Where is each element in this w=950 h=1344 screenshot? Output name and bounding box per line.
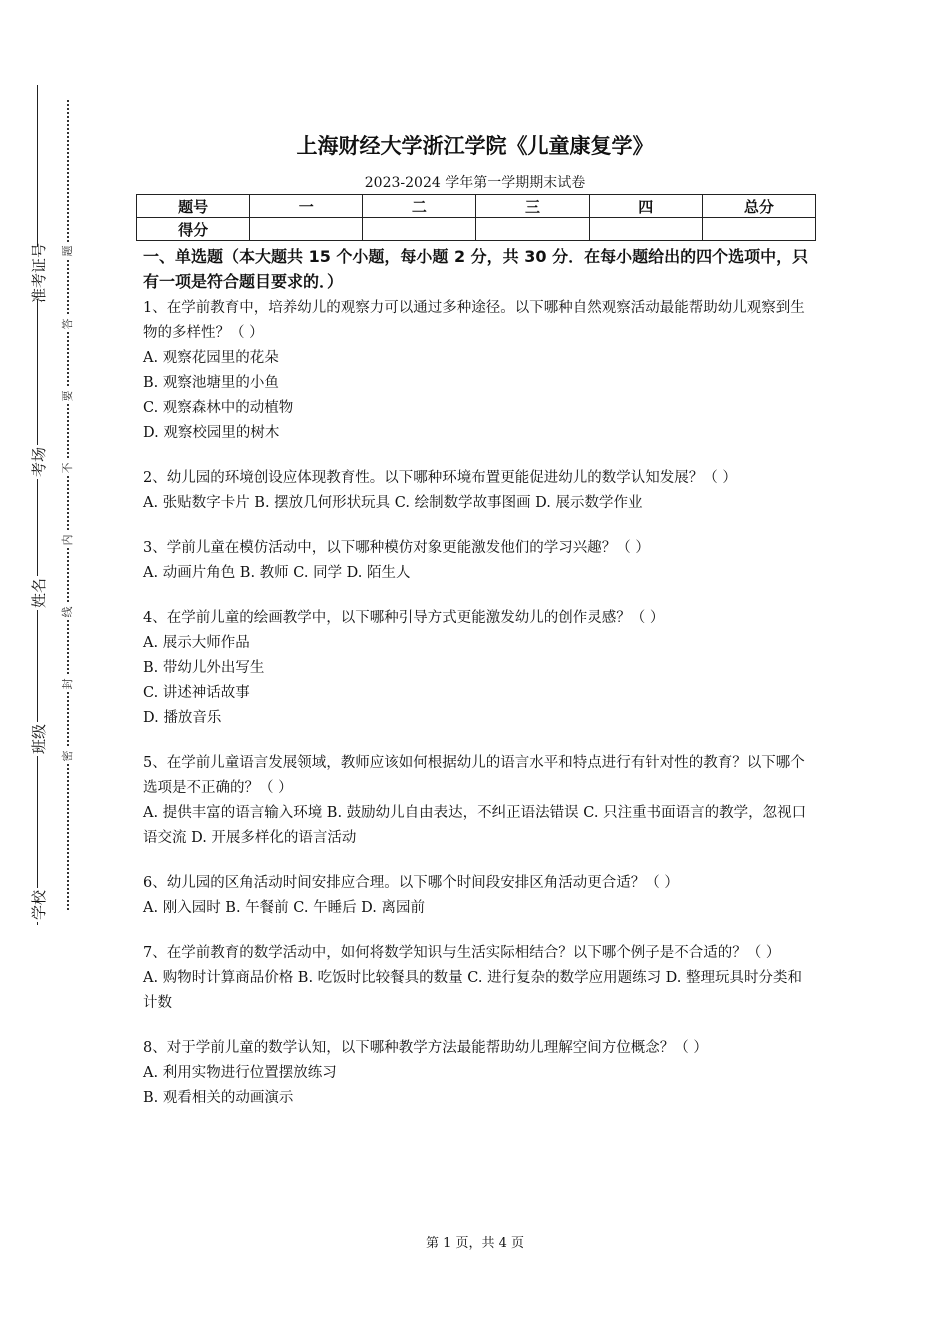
answer-option: A. 展示大师作品 <box>143 635 250 651</box>
question-stem: 7、在学前教育的数学活动中，如何将数学知识与生活实际相结合？以下哪个例子是不合适的？（ ） <box>143 945 781 961</box>
school-label: 学校 <box>21 888 55 922</box>
seal-char: 线 <box>59 604 75 620</box>
question-stem: 1、在学前教育中，培养幼儿的观察力可以通过多种途径。以下哪种自然观察活动最能帮助幼儿观察到生物的多样性？（ ） <box>143 300 805 341</box>
answer-option: B. 带幼儿外出写生 <box>143 660 265 676</box>
section-heading: 一、单选题（本大题共 15 个小题，每小题 2 分，共 30 分．在每小题给出的四个选项中，只有一项是符合题目要求的．） <box>143 247 809 291</box>
answer-option: A. 利用实物进行位置摆放练习 <box>143 1065 337 1081</box>
question-stem: 8、对于学前儿童的数学认知，以下哪种教学方法最能帮助幼儿理解空间方位概念？（ ） <box>143 1040 708 1056</box>
question-2 <box>143 466 813 516</box>
answer-option: A. 观察花园里的花朵 <box>143 350 279 366</box>
seal-dotted-line <box>67 100 69 910</box>
score-table-header-row <box>137 195 816 218</box>
score-cell[interactable] <box>589 218 702 241</box>
score-table-header-cell: 一 <box>250 195 363 218</box>
exam-subtitle: 2023-2024 学年第一学期期末试卷 <box>364 175 586 191</box>
exam-room-label: 考场 <box>21 445 55 479</box>
question-stem: 5、在学前儿童语言发展领域，教师应该如何根据幼儿的语言水平和特点进行有针对性的教育？以下哪个选项是不正确的？（ ） <box>143 755 805 796</box>
seal-char: 要 <box>59 388 75 404</box>
question-stem: 6、幼儿园的区角活动时间安排应合理。以下哪个时间段安排区角活动更合适？（ ） <box>143 875 679 891</box>
exam-title: 上海财经大学浙江学院《儿童康复学》 <box>296 134 654 158</box>
seal-char: 不 <box>59 460 75 476</box>
question-stem: 4、在学前儿童的绘画教学中，以下哪种引导方式更能激发幼儿的创作灵感？（ ） <box>143 610 665 626</box>
score-cell[interactable] <box>476 218 589 241</box>
question-5 <box>143 751 813 851</box>
score-table <box>136 194 816 241</box>
answer-option: D. 观察校园里的树木 <box>143 425 280 441</box>
score-cell[interactable] <box>363 218 476 241</box>
score-table-score-row <box>137 218 816 241</box>
question-8 <box>143 1036 813 1111</box>
question-1 <box>143 296 813 446</box>
answer-option: A. 刚入园时 B. 午餐前 C. 午睡后 D. 离园前 <box>143 900 426 916</box>
page-footer: 第 1 页，共 4 页 <box>425 1236 525 1251</box>
score-cell[interactable] <box>702 218 815 241</box>
answer-option: D. 播放音乐 <box>143 710 222 726</box>
question-6 <box>143 871 813 921</box>
answer-option: A. 动画片角色 B. 教师 C. 同学 D. 陌生人 <box>143 565 411 581</box>
score-table-header-cell: 总分 <box>702 195 815 218</box>
question-stem: 3、学前儿童在模仿活动中，以下哪种模仿对象更能激发他们的学习兴趣？（ ） <box>143 540 650 556</box>
seal-char: 题 <box>59 243 75 259</box>
answer-option: A. 提供丰富的语言输入环境 B. 鼓励幼儿自由表达，不纠正语法错误 C. 只注重书面语言的教学，忽视口语交流 D. 开展多样化的语言活动 <box>143 805 807 846</box>
score-cell[interactable] <box>250 218 363 241</box>
seal-char: 内 <box>59 532 75 548</box>
score-table-header-cell: 题号 <box>137 195 250 218</box>
exam-content <box>143 244 813 1131</box>
question-stem: 2、幼儿园的环境创设应体现教育性。以下哪种环境布置更能促进幼儿的数学认知发展？（ ） <box>143 470 737 486</box>
answer-option: B. 观察池塘里的小鱼 <box>143 375 279 391</box>
answer-option: C. 观察森林中的动植物 <box>143 400 294 416</box>
answer-option: B. 观看相关的动画演示 <box>143 1090 294 1106</box>
seal-char: 答 <box>59 316 75 332</box>
score-table-header-cell: 三 <box>476 195 589 218</box>
answer-option: C. 讲述神话故事 <box>143 685 250 701</box>
answer-option: A. 购物时计算商品价格 B. 吃饭时比较餐具的数量 C. 进行复杂的数学应用题练习 D. 整理玩具时分类和计数 <box>143 970 803 1011</box>
binding-line <box>37 85 38 925</box>
question-4 <box>143 606 813 731</box>
question-3 <box>143 536 813 586</box>
question-7 <box>143 941 813 1016</box>
name-label: 姓名 <box>21 576 55 610</box>
score-row-label: 得分 <box>137 218 250 241</box>
exam-id-label: 准考证号 <box>21 247 55 299</box>
answer-option: A. 张贴数字卡片 B. 摆放几何形状玩具 C. 绘制数学故事图画 D. 展示数学作业 <box>143 495 643 511</box>
seal-char: 封 <box>59 676 75 692</box>
class-label: 班级 <box>21 722 55 756</box>
seal-char: 密 <box>59 748 75 764</box>
score-table-header-cell: 四 <box>589 195 702 218</box>
score-table-header-cell: 二 <box>363 195 476 218</box>
